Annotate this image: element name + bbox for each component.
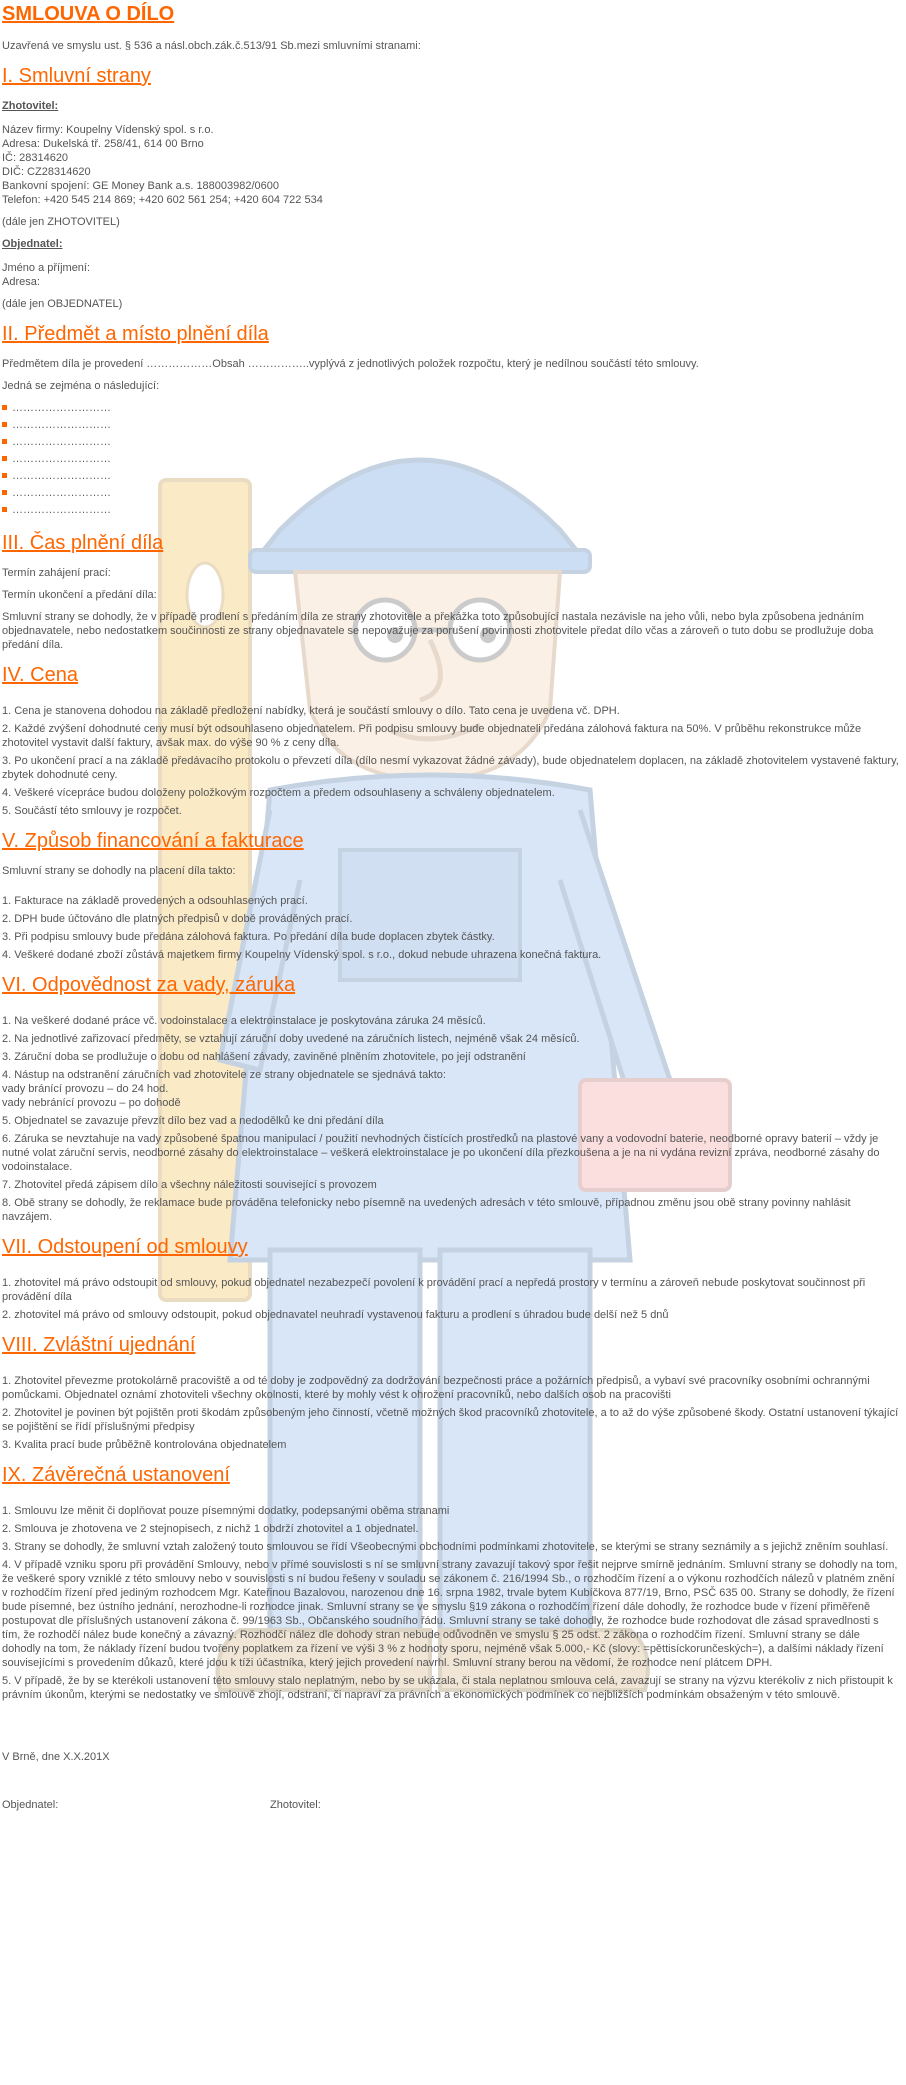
section-heading-withdrawal: VII. Odstoupení od smlouvy — [2, 1236, 248, 1258]
list-item: 5. Součástí této smlouvy je rozpočet. — [2, 805, 182, 817]
subject-bullet-list — [2, 401, 900, 520]
end-date-label: Termín ukončení a předání díla: — [2, 589, 157, 601]
list-item: 4. Veškeré dodané zboží zůstává majetkem firmy Koupelny Vídenský spol. s r.o., dokud nebude uhrazena konečná faktura. — [2, 949, 602, 961]
section-heading-final: IX. Závěrečná ustanovení — [2, 1464, 230, 1486]
list-item: ……………………… — [2, 503, 900, 520]
client-signature-label: Objednatel: — [2, 1799, 59, 1811]
list-item: ……………………… — [2, 418, 900, 435]
section-heading-special: VIII. Zvláštní ujednání — [2, 1334, 196, 1356]
start-date-label: Termín zahájení prací: — [2, 567, 111, 579]
list-item: 1. Smlouvu lze měnit či doplňovat pouze písemnými dodatky, podepsanými oběma stranami — [2, 1505, 450, 1517]
contractor-line: IČ: 28314620 — [2, 152, 69, 164]
list-item: 5. V případě, že by se kterékoli ustanovení této smlouvy stalo neplatným, nebo by se ukázala, či stala neplatnou smlouva celá, zavazují se strany na výzvu kterékoliv z nich přistoupit k právním úkonům, kterými se nedostatky ve smlouvě zhojí, odstraní, či napraví za právních a ekonomických podmínek co nejbližších podmínkám obsaženým v této smlouvě. — [2, 1675, 893, 1701]
delay-clause: Smluvní strany se dohodly, že v případě prodlení s předáním díla ze strany zhotovitele a překážka toto způsobující nastala nezávisle na jeho vůli, nebo byla způsobena jednáním objednavatele, nebo nedostatkem součinnosti ze strany objednavatele se nepovažuje za porušení povinnosti zhotovitele předat dílo včas a zároveň o tuto dobu se prodlužuje doba předání díla. — [2, 611, 874, 651]
client-line: Jméno a příjmení: — [2, 262, 91, 274]
list-item: 4. Nástup na odstranění záručních vad zhotovitele ze strany objednatele se sjednává takto: vady bránící provozu – do 24 hod. vady nebránící provozu – po dohodě — [2, 1069, 446, 1109]
list-item: 2. Každé zvýšení dohodnuté ceny musí být odsouhlaseno objednatelem. Při podpisu smlouvy bude objednateli předána zálohová faktura na 50%. V průběhu rekonstrukce může zhotovitel vystavit další faktury, avšak max. do výše 90 % z ceny díla. — [2, 723, 862, 749]
list-item: 3. Při podpisu smlouvy bude předána zálohová faktura. Po předání díla bude doplacen zbytek částky. — [2, 931, 495, 943]
contractor-signature-label: Zhotovitel: — [270, 1799, 321, 1811]
contractor-line: DIČ: CZ28314620 — [2, 166, 91, 178]
list-item: ……………………… — [2, 486, 900, 503]
financing-list — [2, 894, 900, 962]
section-heading-warranty: VI. Odpovědnost za vady, záruka — [2, 974, 296, 996]
list-item: 8. Obě strany se dohodly, že reklamace bude prováděna telefonicky nebo písemně na uvedených adresách v této smlouvě, případnou změnu jsou obě strany povinny nahlásit navzájem. — [2, 1197, 851, 1223]
subject-list-intro: Jedná se zejména o následující: — [2, 380, 160, 392]
list-item: 1. zhotovitel má právo odstoupit od smlouvy, pokud objednatel nezabezpečí povolení k provádění prací a nepředá prostory v termínu a zároveň nebude poskytovat součinnost při provádění díla — [2, 1277, 866, 1303]
section-heading-financing: V. Způsob financování a fakturace — [2, 830, 304, 852]
list-item: 3. Záruční doba se prodlužuje o dobu od nahlášení závady, zaviněné plněním zhotovitele, po její odstranění — [2, 1051, 526, 1063]
client-details — [2, 261, 900, 289]
list-item: ……………………… — [2, 401, 900, 418]
list-item: 3. Po ukončení prací a na základě předávacího protokolu o převzetí díla (dílo nesmí vykazovat žádné závady), bude objednatelem doplacen, na základě zhotovitelem vystavené faktury, zbytek dohodnuté ceny. — [2, 755, 899, 781]
list-item: 2. Na jednotlivé zařizovací předměty, se vztahují záruční doby uvedené na záručních listech, nejméně však 24 měsíců. — [2, 1033, 580, 1045]
list-item: 6. Záruka se nevztahuje na vady způsobené špatnou manipulací / použití nevhodných čistících prostředků na plastové vany a vodovodní baterie, neodborné opravy baterií – vždy je nutné volat záruční servis, neodborné zásahy do elektroinstalace – veškerá elektroinstalace je po ukončení díla přezkoušena a je na ni vydána revizní zpráva, neodborné zásahy do vodoinstalace. — [2, 1133, 880, 1173]
client-alias: (dále jen OBJEDNATEL) — [2, 298, 123, 310]
list-item: ……………………… — [2, 469, 900, 486]
place-and-date: V Brně, dne X.X.201X — [2, 1751, 110, 1763]
document-title: SMLOUVA O DÍLO — [2, 3, 175, 25]
contractor-line: Adresa: Dukelská tř. 258/41, 614 00 Brno — [2, 138, 204, 150]
list-item: 2. Zhotovitel je povinen být pojištěn proti škodám způsobeným jeho činností, včetně možných škod pracovníků zhotovitele, a to až do výše způsobené škody. Ostatní ustanovení týkající se pojištění se řídí příslušnými předpisy — [2, 1407, 899, 1433]
withdrawal-list — [2, 1276, 900, 1322]
warranty-list — [2, 1014, 900, 1224]
list-item: 3. Kvalita prací bude průběžně kontrolována objednatelem — [2, 1439, 287, 1451]
special-list — [2, 1374, 900, 1452]
list-item: ……………………… — [2, 452, 900, 469]
final-list — [2, 1504, 900, 1702]
subject-text: Předmětem díla je provedení ………………Obsah ……………..vyplývá z jednotlivých položek rozpočtu, který je nedílnou součástí této smlouvy. — [2, 358, 699, 370]
contractor-details — [2, 123, 900, 207]
intro-text: Uzavřená ve smyslu ust. § 536 a násl.obch.zák.č.513/91 Sb.mezi smluvními stranami: — [2, 40, 421, 52]
list-item: 1. Fakturace na základě provedených a odsouhlasených prací. — [2, 895, 308, 907]
list-item: 1. Zhotovitel převezme protokolárně pracoviště a od té doby je zodpovědný za dodržování bezpečnosti práce a požárních předpisů, a vybaví své pracovníky osobními ochrannými pomůckami. Objednatel oznámí zhotoviteli všechny okolnosti, které by mohly vést k ohrožení pracovníků, nebo dalších osob na pracovišti — [2, 1375, 870, 1401]
list-item: 1. Na veškeré dodané práce vč. vodoinstalace a elektroinstalace je poskytována záruka 24 měsíců. — [2, 1015, 486, 1027]
client-label: Objednatel: — [2, 238, 63, 250]
list-item: 5. Objednatel se zavazuje převzít dílo bez vad a nedodělků ke dni předání díla — [2, 1115, 384, 1127]
section-heading-parties: I. Smluvní strany — [2, 65, 151, 87]
section-heading-subject: II. Předmět a místo plnění díla — [2, 323, 269, 345]
list-item: 1. Cena je stanovena dohodou na základě předložení nabídky, která je součástí smlouvy o dílo. Tato cena je uvedena vč. DPH. — [2, 705, 620, 717]
list-item: 7. Zhotovitel předá zápisem dílo a všechny náležitosti související s provozem — [2, 1179, 377, 1191]
list-item: 2. Smlouva je zhotovena ve 2 stejnopisech, z nichž 1 obdrží zhotovitel a 1 objednatel. — [2, 1523, 419, 1535]
contractor-alias: (dále jen ZHOTOVITEL) — [2, 216, 120, 228]
section-heading-price: IV. Cena — [2, 664, 78, 686]
list-item: 3. Strany se dohodly, že smluvní vztah založený touto smlouvou se řídí Všeobecnými obchodními podmínkami zhotovitele, se kterými se strany seznámily a s jejichž zněním souhlasí. — [2, 1541, 889, 1553]
contractor-line: Bankovní spojení: GE Money Bank a.s. 188003982/0600 — [2, 180, 280, 192]
section-heading-time: III. Čas plnění díla — [2, 532, 164, 554]
client-line: Adresa: — [2, 276, 40, 288]
list-item: ……………………… — [2, 435, 900, 452]
list-item: 2. DPH bude účtováno dle platných předpisů v době prováděných prací. — [2, 913, 353, 925]
financing-intro: Smluvní strany se dohodly na placení díla takto: — [2, 865, 236, 877]
contractor-label: Zhotovitel: — [2, 100, 59, 112]
signature-row — [2, 1798, 900, 1812]
contractor-line: Telefon: +420 545 214 869; +420 602 561 254; +420 604 722 534 — [2, 194, 323, 206]
contractor-line: Název firmy: Koupelny Vídenský spol. s r.o. — [2, 124, 214, 136]
list-item: 4. Veškeré vícepráce budou doloženy položkovým rozpočtem a předem odsouhlaseny a schváleny objednatelem. — [2, 787, 555, 799]
list-item: 4. V případě vzniku sporu při provádění Smlouvy, nebo v přímé souvislosti s ní se smluvní strany zavazují takový spor řešit nejprve smírně jednáním. Smluvní strany se dohodly na tom, že veškeré spory vzniklé z této smlouvy nebo v souvislosti s ní budou řešeny v souladu se zákonem č. 216/1994 Sb., o rozhodčím řízení a o výkonu rozhodčích nálezů v platném znění v rozhodčím řízení před jediným rozhodcem Mgr. Kateřinou Bazalovou, narozenou dne 16. srpna 1982, trvale bytem Kubíčkova 877/19, Brno, PSČ 635 00. Strany se dohodly, že řízení bude písemné, bez ústního jednání, nerozhodne-li rozhodce jinak. Smluvní strany se ve smyslu §19 zákona o rozhodčím řízení dále dohodly, že rozhodce bude v řízení přiměřeně postupovat dle příslušných ustanovení zákona č. 99/1963 Sb., Občanského soudního řádu. Smluvní strany se také dohodly, že rozhodce bude rozhodovat dle zásad spravedlnosti s tím, že rozhodčí nález bude konečný a závazný. Rozhodčí nález dle dohody stran nebude odůvodněn ve smyslu § 25 odst. 2 zákona o rozhodčím řízení. Smluvní strany se dále dohodly na tom, že náklady řízení budou tvořeny poplatkem za řízení ve výši 3 % z hodnoty sporu, nejméně však 5.000,- Kč (slovy: =pěttisíckorunčeských=), a dalšími náklady řízení souvisejícími s provedením důkazů, které jdou k tíži účastníka, který jejich provedení navrhl. Smluvní strany berou na vědomí, že rozhodce není plátcem DPH. — [2, 1559, 898, 1669]
price-list — [2, 704, 900, 818]
list-item: 2. zhotovitel má právo od smlouvy odstoupit, pokud objednavatel neuhradí vystavenou fakturu a prodlení s úhradou bude delší než 5 dnů — [2, 1309, 669, 1321]
